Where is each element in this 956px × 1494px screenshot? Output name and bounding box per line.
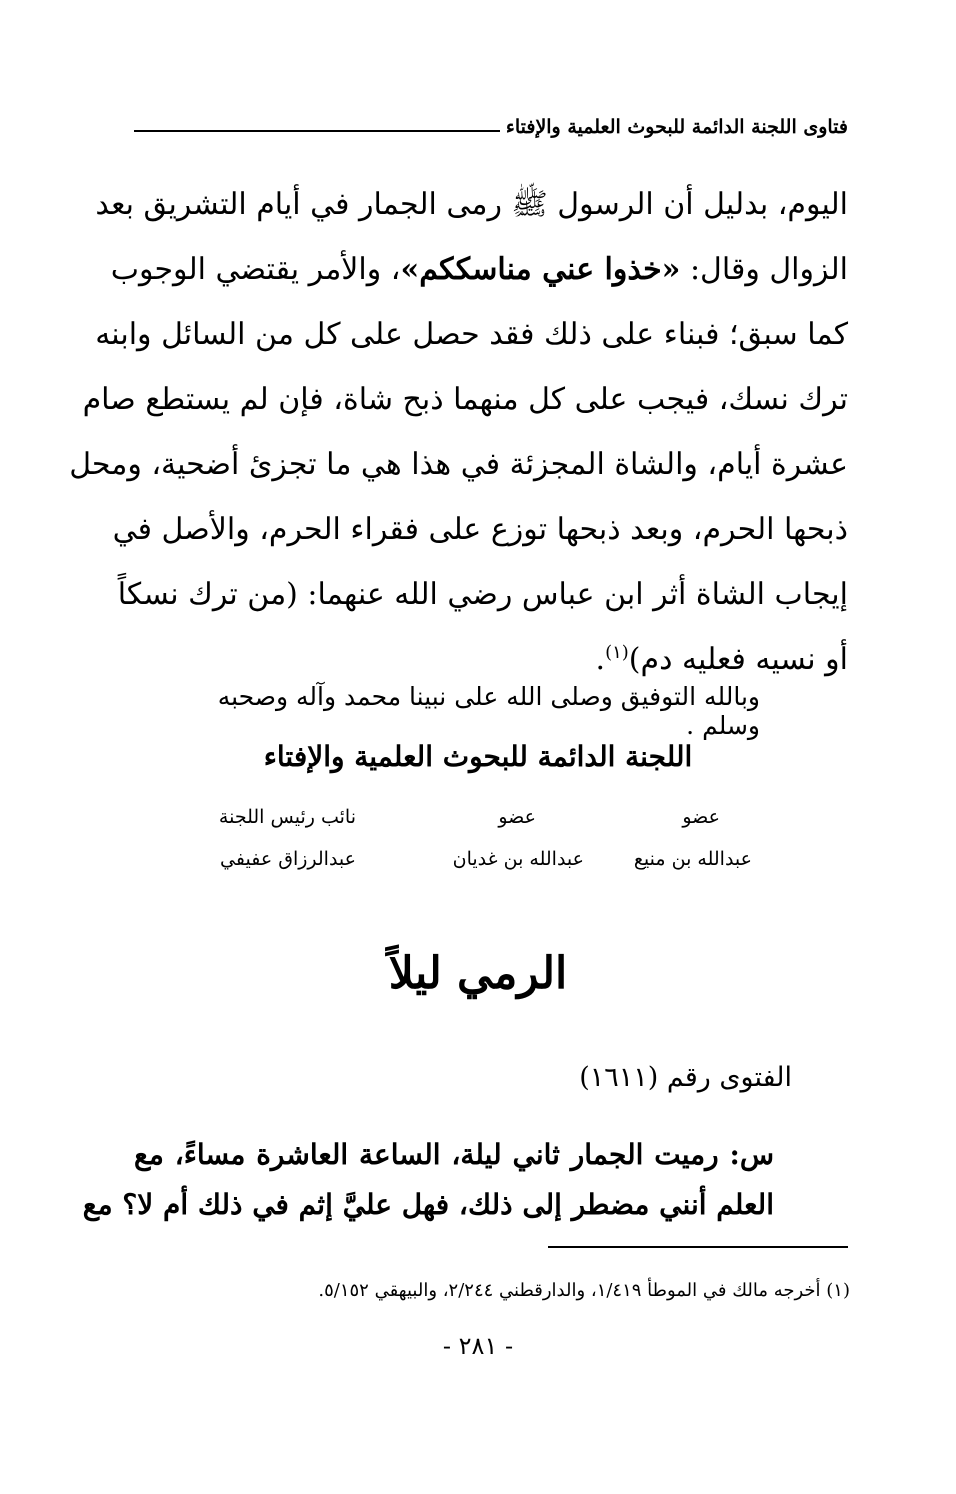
footnote-ref[interactable]: (١) [605,642,629,663]
hadith-quote: «خذوا عني مناسككم» [400,252,681,287]
body-line-suffix: ، والأمر يقتضي الوجوب [110,252,401,287]
body-paragraph [69,172,848,692]
signatory-role: عضو [498,806,536,828]
signatory-role: نائب رئيس اللجنة [218,806,356,828]
body-line: إيجاب الشاة أثر ابن عباس رضي الله عنهما: (من ترك نسكاً [117,577,848,612]
body-line: ذبحها الحرم، وبعد ذبحها توزع على فقراء الحرم، والأصل في [112,512,848,547]
body-line: عشرة أيام، والشاة المجزئة في هذا هي ما تجزئ أضحية، ومحل [69,447,848,482]
signatory-name: عبدالرزاق عفيفي [220,848,356,870]
header-title: فتاوى اللجنة الدائمة للبحوث العلمية والإفتاء [505,116,848,138]
body-line [110,237,848,302]
signatory-name: عبدالله بن منيع [633,848,752,870]
running-header [134,112,848,142]
body-line: اليوم، بدليل أن الرسول ﷺ رمى الجمار في أيام التشريق بعد [95,187,848,222]
signatory-name: عبدالله بن غديان [452,848,584,870]
signatory-role: عضو [682,806,720,828]
question-line: العلم أنني مضطر إلى ذلك، فهل عليَّ إثم في ذلك أم لا؟ مع [82,1188,774,1221]
closing-prayer: وبالله التوفيق وصلى الله على نبينا محمد وآله وصحبه وسلم . [217,682,760,740]
question-line: س: رميت الجمار ثاني ليلة، الساعة العاشرة مساءً، مع [134,1138,774,1171]
header-rule [134,130,500,132]
body-line-prefix: الزوال وقال: [680,252,848,287]
section-title: الرمي ليلاً [388,948,568,999]
body-line: ترك نسك، فيجب على كل منهما ذبح شاة، فإن لم يستطع صام [82,382,848,417]
footnote: (١) أخرجه مالك في الموطأ ١/٤١٩، والدارقطني ٢/٢٤٤، والبيهقي ٥/١٥٢. [318,1280,850,1301]
body-line-end: . [595,642,606,677]
fatwa-number: الفتوى رقم (١٦١١) [579,1062,792,1093]
body-line-text: أو نسيه فعليه دم) [628,642,848,677]
page-number: - ٢٨١ - [442,1332,514,1360]
committee-name: اللجنة الدائمة للبحوث العلمية والإفتاء [263,740,693,773]
question-text [82,1130,774,1230]
body-line: كما سبق؛ فبناء على ذلك فقد حصل على كل من السائل وابنه [95,317,848,352]
footnote-rule [548,1246,848,1248]
